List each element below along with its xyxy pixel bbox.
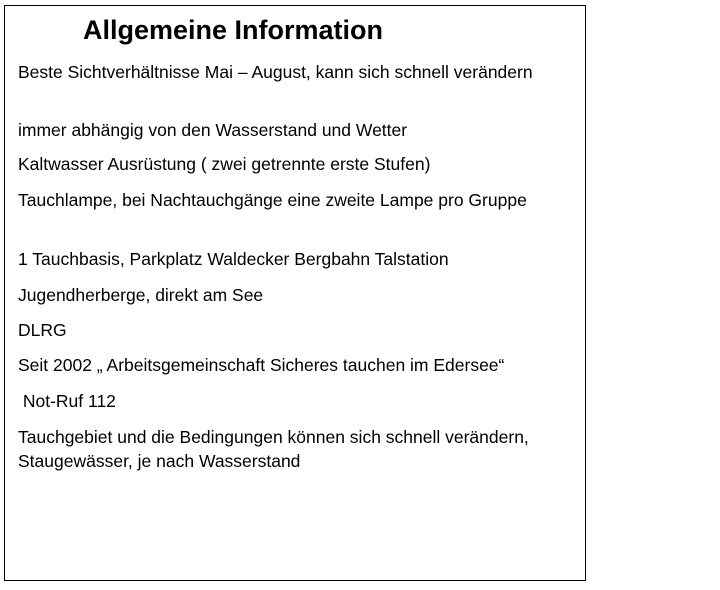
info-item-working-group: Seit 2002 „ Arbeitsgemeinschaft Sicheres tauchen im Edersee“: [18, 355, 505, 375]
info-item-dlrg: DLRG: [18, 320, 67, 340]
info-item-dive-base: 1 Tauchbasis, Parkplatz Waldecker Bergbahn Talstation: [18, 249, 449, 269]
page-title: Allgemeine Information: [83, 15, 384, 45]
info-item-lamp: Tauchlampe, bei Nachtauchgänge eine zweite Lampe pro Gruppe: [18, 190, 527, 210]
info-item-equipment: Kaltwasser Ausrüstung ( zwei getrennte erste Stufen): [18, 154, 431, 174]
info-item-conditions: immer abhängig von den Wasserstand und Wetter: [18, 120, 408, 140]
info-item-hostel: Jugendherberge, direkt am See: [18, 285, 264, 305]
info-item-emergency: Not-Ruf 112: [18, 391, 116, 411]
info-item-dive-area: Tauchgebiet und die Bedingungen können sich schnell verändern, Staugewässer, je nach Wasserstand: [18, 427, 529, 471]
info-item-visibility: Beste Sichtverhältnisse Mai – August, kann sich schnell verändern: [18, 62, 533, 82]
